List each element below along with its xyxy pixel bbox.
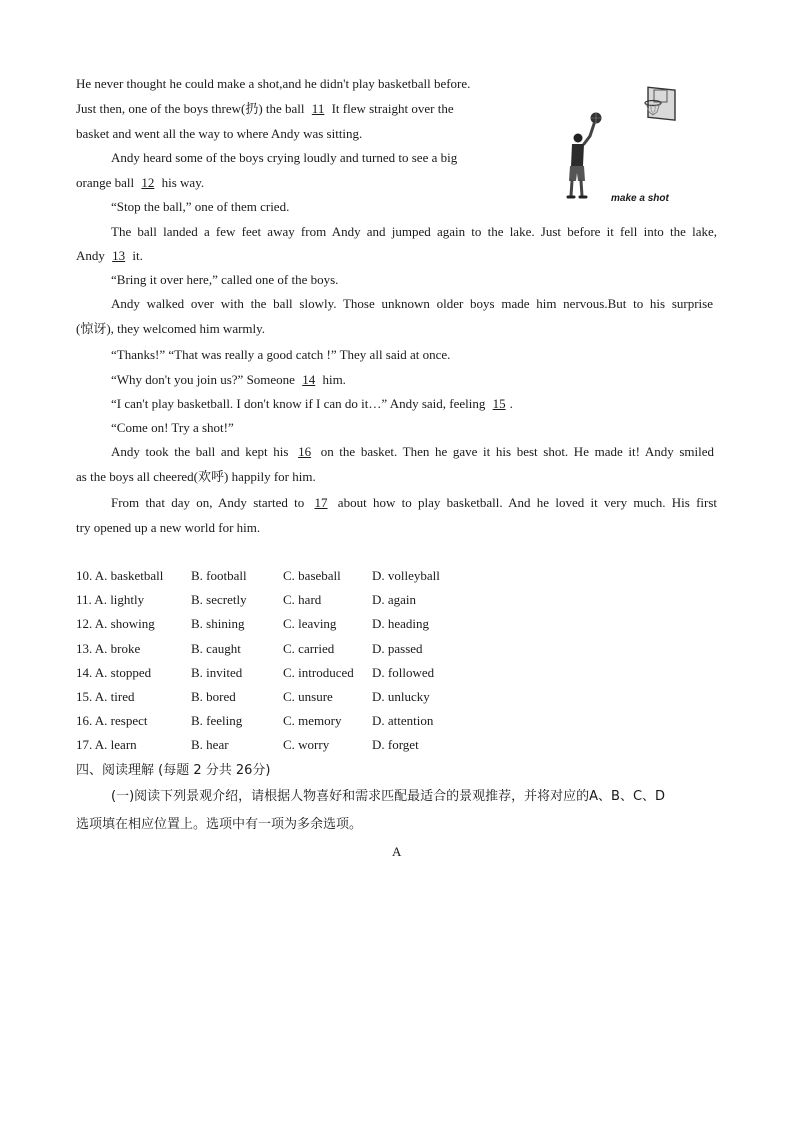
option-a: 16. A. respect bbox=[76, 713, 148, 729]
passage-text: basket and went all the way to where Andy was sitting. bbox=[76, 126, 363, 141]
passage-line bbox=[111, 224, 717, 240]
figure-caption: make a shot bbox=[611, 193, 669, 204]
passage-text: his way. bbox=[161, 175, 205, 190]
passage-text: on the basket. Then he gave it his best shot. He made it! Andy smiled bbox=[320, 444, 714, 459]
passage-text: The ball landed a few feet away from Andy and jumped again to the lake. Just before it fell into the lake, bbox=[111, 224, 717, 239]
passage-text: about how to play basketball. And he loved it very much. His first bbox=[337, 495, 718, 510]
passage-line bbox=[111, 199, 289, 215]
passage-text: . bbox=[509, 396, 513, 411]
option-d: D. again bbox=[372, 592, 417, 608]
passage-line bbox=[111, 296, 713, 312]
option-c: C. baseball bbox=[283, 568, 341, 583]
option-c: C. worry bbox=[283, 737, 330, 753]
passage-text: it. bbox=[132, 248, 143, 263]
passage-line bbox=[111, 347, 450, 363]
option-d: D. attention bbox=[372, 713, 434, 729]
option-a: 15. A. tired bbox=[76, 689, 135, 704]
passage-line bbox=[76, 76, 470, 92]
passage-line bbox=[111, 150, 457, 166]
passage-text: orange ball bbox=[76, 175, 135, 190]
passage-line bbox=[76, 520, 260, 536]
option-a: 13. A. broke bbox=[76, 640, 141, 656]
option-d: D. heading bbox=[372, 616, 430, 632]
passage-text: him. bbox=[322, 372, 346, 387]
passage-text: try opened up a new world for him. bbox=[76, 520, 261, 535]
option-d: D. volleyball bbox=[372, 568, 440, 583]
passage-text: Andy heard some of the boys crying loudly and turned to see a big bbox=[111, 150, 458, 165]
passage-text: It flew straight over the bbox=[331, 101, 454, 116]
option-a: 12. A. showing bbox=[76, 616, 155, 632]
option-b: B. caught bbox=[191, 640, 241, 656]
passage-line bbox=[111, 396, 513, 412]
option-d: D. followed bbox=[372, 664, 435, 680]
option-b: B. shining bbox=[191, 616, 245, 632]
option-b: B. football bbox=[191, 568, 247, 583]
passage-text: “Thanks!” “That was really a good catch !” They all said at once. bbox=[111, 347, 451, 362]
passage-text: “I can't play basketball. I don't know if I can do it…” Andy said, feeling bbox=[111, 396, 486, 411]
passage-line bbox=[111, 272, 338, 288]
passage-text: From that day on, Andy started to bbox=[111, 495, 305, 510]
option-b: B. hear bbox=[191, 737, 229, 753]
passage-text: “Stop the ball,” one of them cried. bbox=[111, 199, 290, 214]
passage-line bbox=[76, 248, 143, 264]
passage-line bbox=[111, 420, 234, 436]
blank-14: 14 bbox=[302, 372, 316, 387]
passage-text: Andy took the ball and kept his bbox=[111, 444, 289, 459]
option-d: D. unlucky bbox=[372, 689, 430, 704]
passage-text: Andy bbox=[76, 248, 105, 263]
section-intro-line: (一)阅读下列景观介绍，请根据人物喜好和需求匹配最适合的景观推荐，并将对应的A、B、C、D bbox=[111, 789, 666, 804]
passage-text: Andy walked over with the ball slowly. Those unknown older boys made him nervous.But to his surprise bbox=[111, 296, 713, 311]
passage-line bbox=[111, 372, 346, 388]
option-d: D. forget bbox=[372, 737, 419, 753]
blank-13: 13 bbox=[112, 248, 126, 263]
passage-line bbox=[76, 175, 204, 191]
passage-label-a: A bbox=[392, 844, 402, 859]
passage-line bbox=[76, 101, 454, 117]
passage-text: as the boys all cheered(欢呼) happily for him. bbox=[76, 469, 316, 484]
option-b: B. feeling bbox=[191, 713, 243, 729]
passage-text: “Bring it over here,” called one of the boys. bbox=[111, 272, 339, 287]
passage-line bbox=[111, 444, 714, 460]
option-c: C. unsure bbox=[283, 689, 333, 704]
passage-text: He never thought he could make a shot,and he didn't play basketball before. bbox=[76, 76, 471, 91]
option-c: C. carried bbox=[283, 640, 335, 656]
option-c: C. introduced bbox=[283, 664, 354, 680]
option-a: 14. A. stopped bbox=[76, 664, 152, 680]
passage-line bbox=[76, 126, 362, 142]
passage-text: “Why don't you join us?” Someone bbox=[111, 372, 295, 387]
blank-15: 15 bbox=[492, 396, 506, 411]
passage-line bbox=[76, 469, 316, 485]
option-d: D. passed bbox=[372, 640, 423, 656]
passage-text: (惊讶), they welcomed him warmly. bbox=[76, 321, 266, 336]
option-b: B. invited bbox=[191, 664, 243, 680]
passage-text: Just then, one of the boys threw(扔) the ball bbox=[76, 101, 305, 116]
option-a: 10. A. basketball bbox=[76, 568, 164, 583]
blank-12: 12 bbox=[141, 175, 155, 190]
option-b: B. bored bbox=[191, 689, 236, 704]
section-heading: 四、阅读理解 (每题 2 分共 26分) bbox=[76, 763, 271, 778]
option-a: 11. A. lightly bbox=[76, 592, 145, 608]
blank-16: 16 bbox=[298, 444, 312, 459]
option-c: C. leaving bbox=[283, 616, 337, 632]
option-b: B. secretly bbox=[191, 592, 247, 608]
passage-line bbox=[111, 495, 717, 511]
option-c: C. memory bbox=[283, 713, 342, 729]
blank-17: 17 bbox=[314, 495, 328, 510]
passage-text: “Come on! Try a shot!” bbox=[111, 420, 234, 435]
option-a: 17. A. learn bbox=[76, 737, 137, 753]
blank-11: 11 bbox=[311, 101, 325, 116]
passage-line bbox=[76, 321, 265, 337]
section-intro-line: 选项填在相应位置上。选项中有一项为多余选项。 bbox=[76, 817, 363, 832]
option-c: C. hard bbox=[283, 592, 322, 608]
